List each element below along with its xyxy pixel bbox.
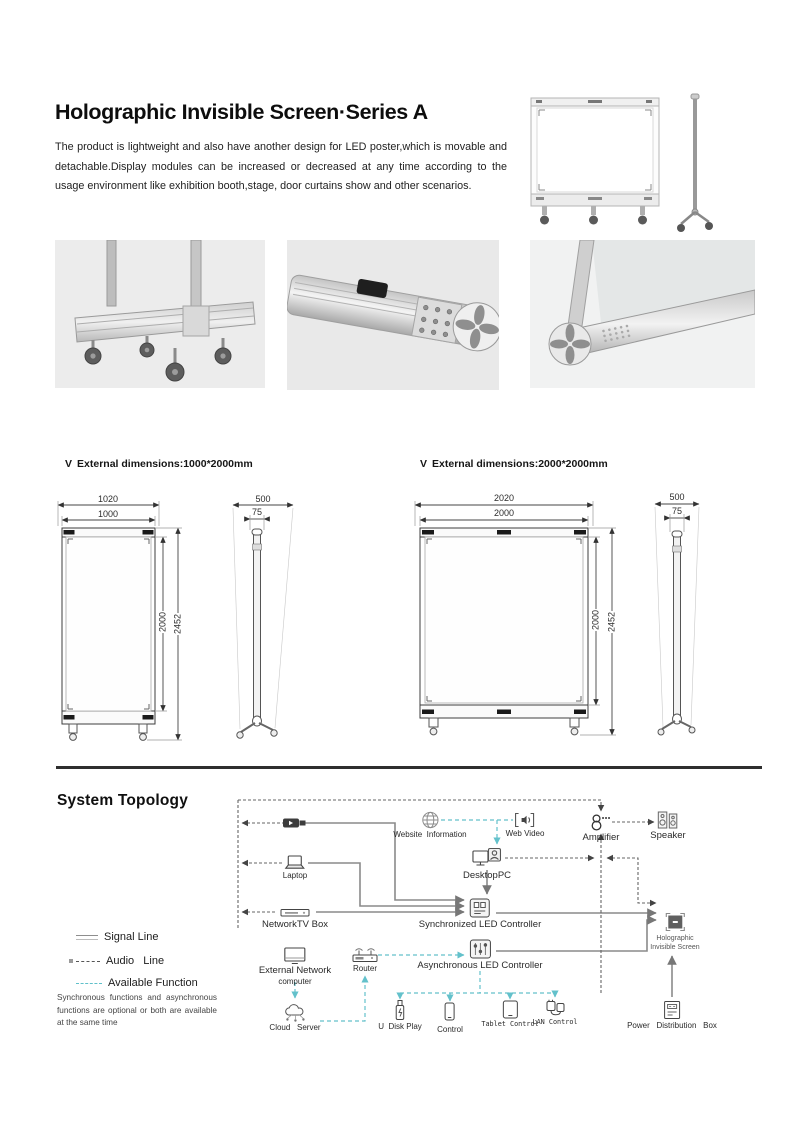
node-label: Cloud Server [269, 1023, 321, 1032]
desktop-pc-icon [472, 847, 502, 869]
node-label: Amplifier [582, 832, 620, 843]
node-holographic-invisible-screen [650, 911, 699, 952]
legend-available-label: Available Function [108, 977, 198, 989]
node-lan-control [532, 999, 577, 1027]
node-label: Website Information [393, 830, 467, 839]
topology-diagram [228, 788, 750, 1060]
node-label: DesktopPC [462, 870, 512, 881]
dimensions-heading-right-text: External dimensions:2000*2000mm [432, 458, 608, 470]
dim-right-thickness: 75 [671, 506, 683, 516]
dim-right-depth: 500 [669, 492, 685, 502]
dim-left-height-inner: 2000 [157, 611, 168, 633]
signal-line-swatch [76, 935, 98, 940]
cloud-server-icon [282, 1002, 308, 1022]
dimensions-heading-left-text: External dimensions:1000*2000mm [77, 458, 253, 470]
product-description: The product is lightweight and also have another design for LED poster,which is movable and detachable.Display modules can be increased or decreased at any time according to the usage environment like exhibition booth,stage, door curtains show and other scenarios. [55, 141, 507, 192]
dim-left-width-outer: 1020 [97, 494, 119, 504]
available-function-swatch [76, 983, 102, 984]
dim-left-width-inner: 1000 [97, 509, 119, 519]
dimension-diagram-1000x2000 [50, 492, 380, 758]
node-video-sender [282, 815, 308, 831]
holo-screen-icon [663, 911, 687, 933]
dim-right-height-inner: 2000 [590, 609, 601, 631]
node-amplifier [583, 813, 620, 844]
node-label-line2: Invisible Screen [650, 944, 700, 952]
node-label-line2: computer [278, 977, 312, 987]
check-marker: V [65, 458, 73, 470]
node-u-disk-play [378, 999, 422, 1032]
node-speaker [650, 811, 685, 842]
tablet-icon [502, 1000, 518, 1019]
node-tablet-control [481, 1000, 538, 1029]
dim-left-thickness: 75 [251, 507, 263, 517]
dim-right-width-inner: 2000 [493, 508, 515, 518]
dim-right-height-outer: 2452 [606, 611, 617, 633]
node-laptop [283, 855, 307, 881]
system-topology-heading: System Topology [57, 792, 189, 809]
computer-icon [283, 947, 307, 964]
hero-front-view-photo [528, 90, 666, 240]
node-label: Power Distribution Box [627, 1021, 717, 1030]
node-external-network-computer [259, 947, 331, 988]
node-sync-led-controller [419, 898, 542, 931]
node-web-video [506, 812, 545, 839]
node-phone-control [437, 1002, 463, 1035]
dim-left-height-outer: 2452 [172, 613, 183, 635]
usb-drive-icon [394, 999, 407, 1021]
node-label: NetworkTV Box [262, 919, 328, 930]
node-label-line1: External Network [258, 965, 332, 976]
node-label: Control [437, 1025, 463, 1034]
async-controller-icon [467, 939, 493, 959]
legend-signal-line [76, 931, 158, 943]
phone-icon [444, 1002, 455, 1021]
section-divider [56, 766, 762, 769]
node-label: Tablet Control [481, 1020, 539, 1028]
dim-right-width-outer: 2020 [493, 493, 515, 503]
detail-photo-base-casters [55, 240, 265, 388]
legend-audio-label: Audio Line [106, 955, 165, 967]
node-label: Laptop [282, 871, 308, 880]
node-label: Asynchronous LED Controller [417, 960, 543, 971]
node-label: Router [352, 964, 377, 973]
dimension-linework-left [50, 492, 380, 758]
web-video-icon [514, 812, 536, 828]
node-desktop-pc [463, 847, 511, 882]
node-website-information [393, 811, 466, 840]
node-label-line1: Holographic [656, 935, 694, 942]
video-sender-icon [282, 815, 308, 831]
audio-line-swatch [76, 961, 100, 962]
node-network-tv-box [262, 907, 328, 931]
tv-box-icon [280, 907, 310, 918]
node-label: LAN Control [532, 1018, 578, 1026]
node-cloud-server [269, 1002, 320, 1033]
lan-plug-icon [544, 999, 566, 1017]
node-label: Synchronized LED Controller [418, 919, 542, 930]
dimensions-heading-right [420, 458, 608, 470]
node-label: Web Video [505, 829, 545, 838]
globe-icon [421, 811, 439, 829]
dimension-diagram-2000x2000 [400, 492, 740, 758]
topology-note: Synchronous functions and asynchronous functions are optional or both are available at the same time [57, 993, 217, 1028]
amplifier-icon [590, 813, 612, 831]
dimension-linework-right [400, 492, 740, 758]
laptop-icon [284, 855, 306, 870]
detail-photo-bottom-bar [287, 240, 499, 390]
node-label: U Disk Play [378, 1022, 422, 1031]
speaker-icon [657, 811, 679, 829]
detail-photo-corner [530, 240, 755, 388]
dim-left-depth: 500 [255, 494, 271, 504]
dimensions-heading-left [65, 458, 253, 470]
sync-controller-icon [468, 898, 492, 918]
power-box-icon [663, 1000, 681, 1020]
router-icon [351, 946, 379, 963]
legend-audio-line [76, 955, 164, 967]
node-router [351, 946, 379, 974]
legend-signal-label: Signal Line [104, 931, 159, 943]
node-async-led-controller [417, 939, 542, 972]
legend-available-function [76, 977, 198, 989]
node-power-distribution-box [627, 1000, 717, 1031]
check-marker: V [420, 458, 428, 470]
page-title: Holographic Invisible Screen·Series A [55, 100, 428, 124]
hero-side-view-photo [668, 90, 722, 240]
node-label: Speaker [650, 830, 686, 841]
